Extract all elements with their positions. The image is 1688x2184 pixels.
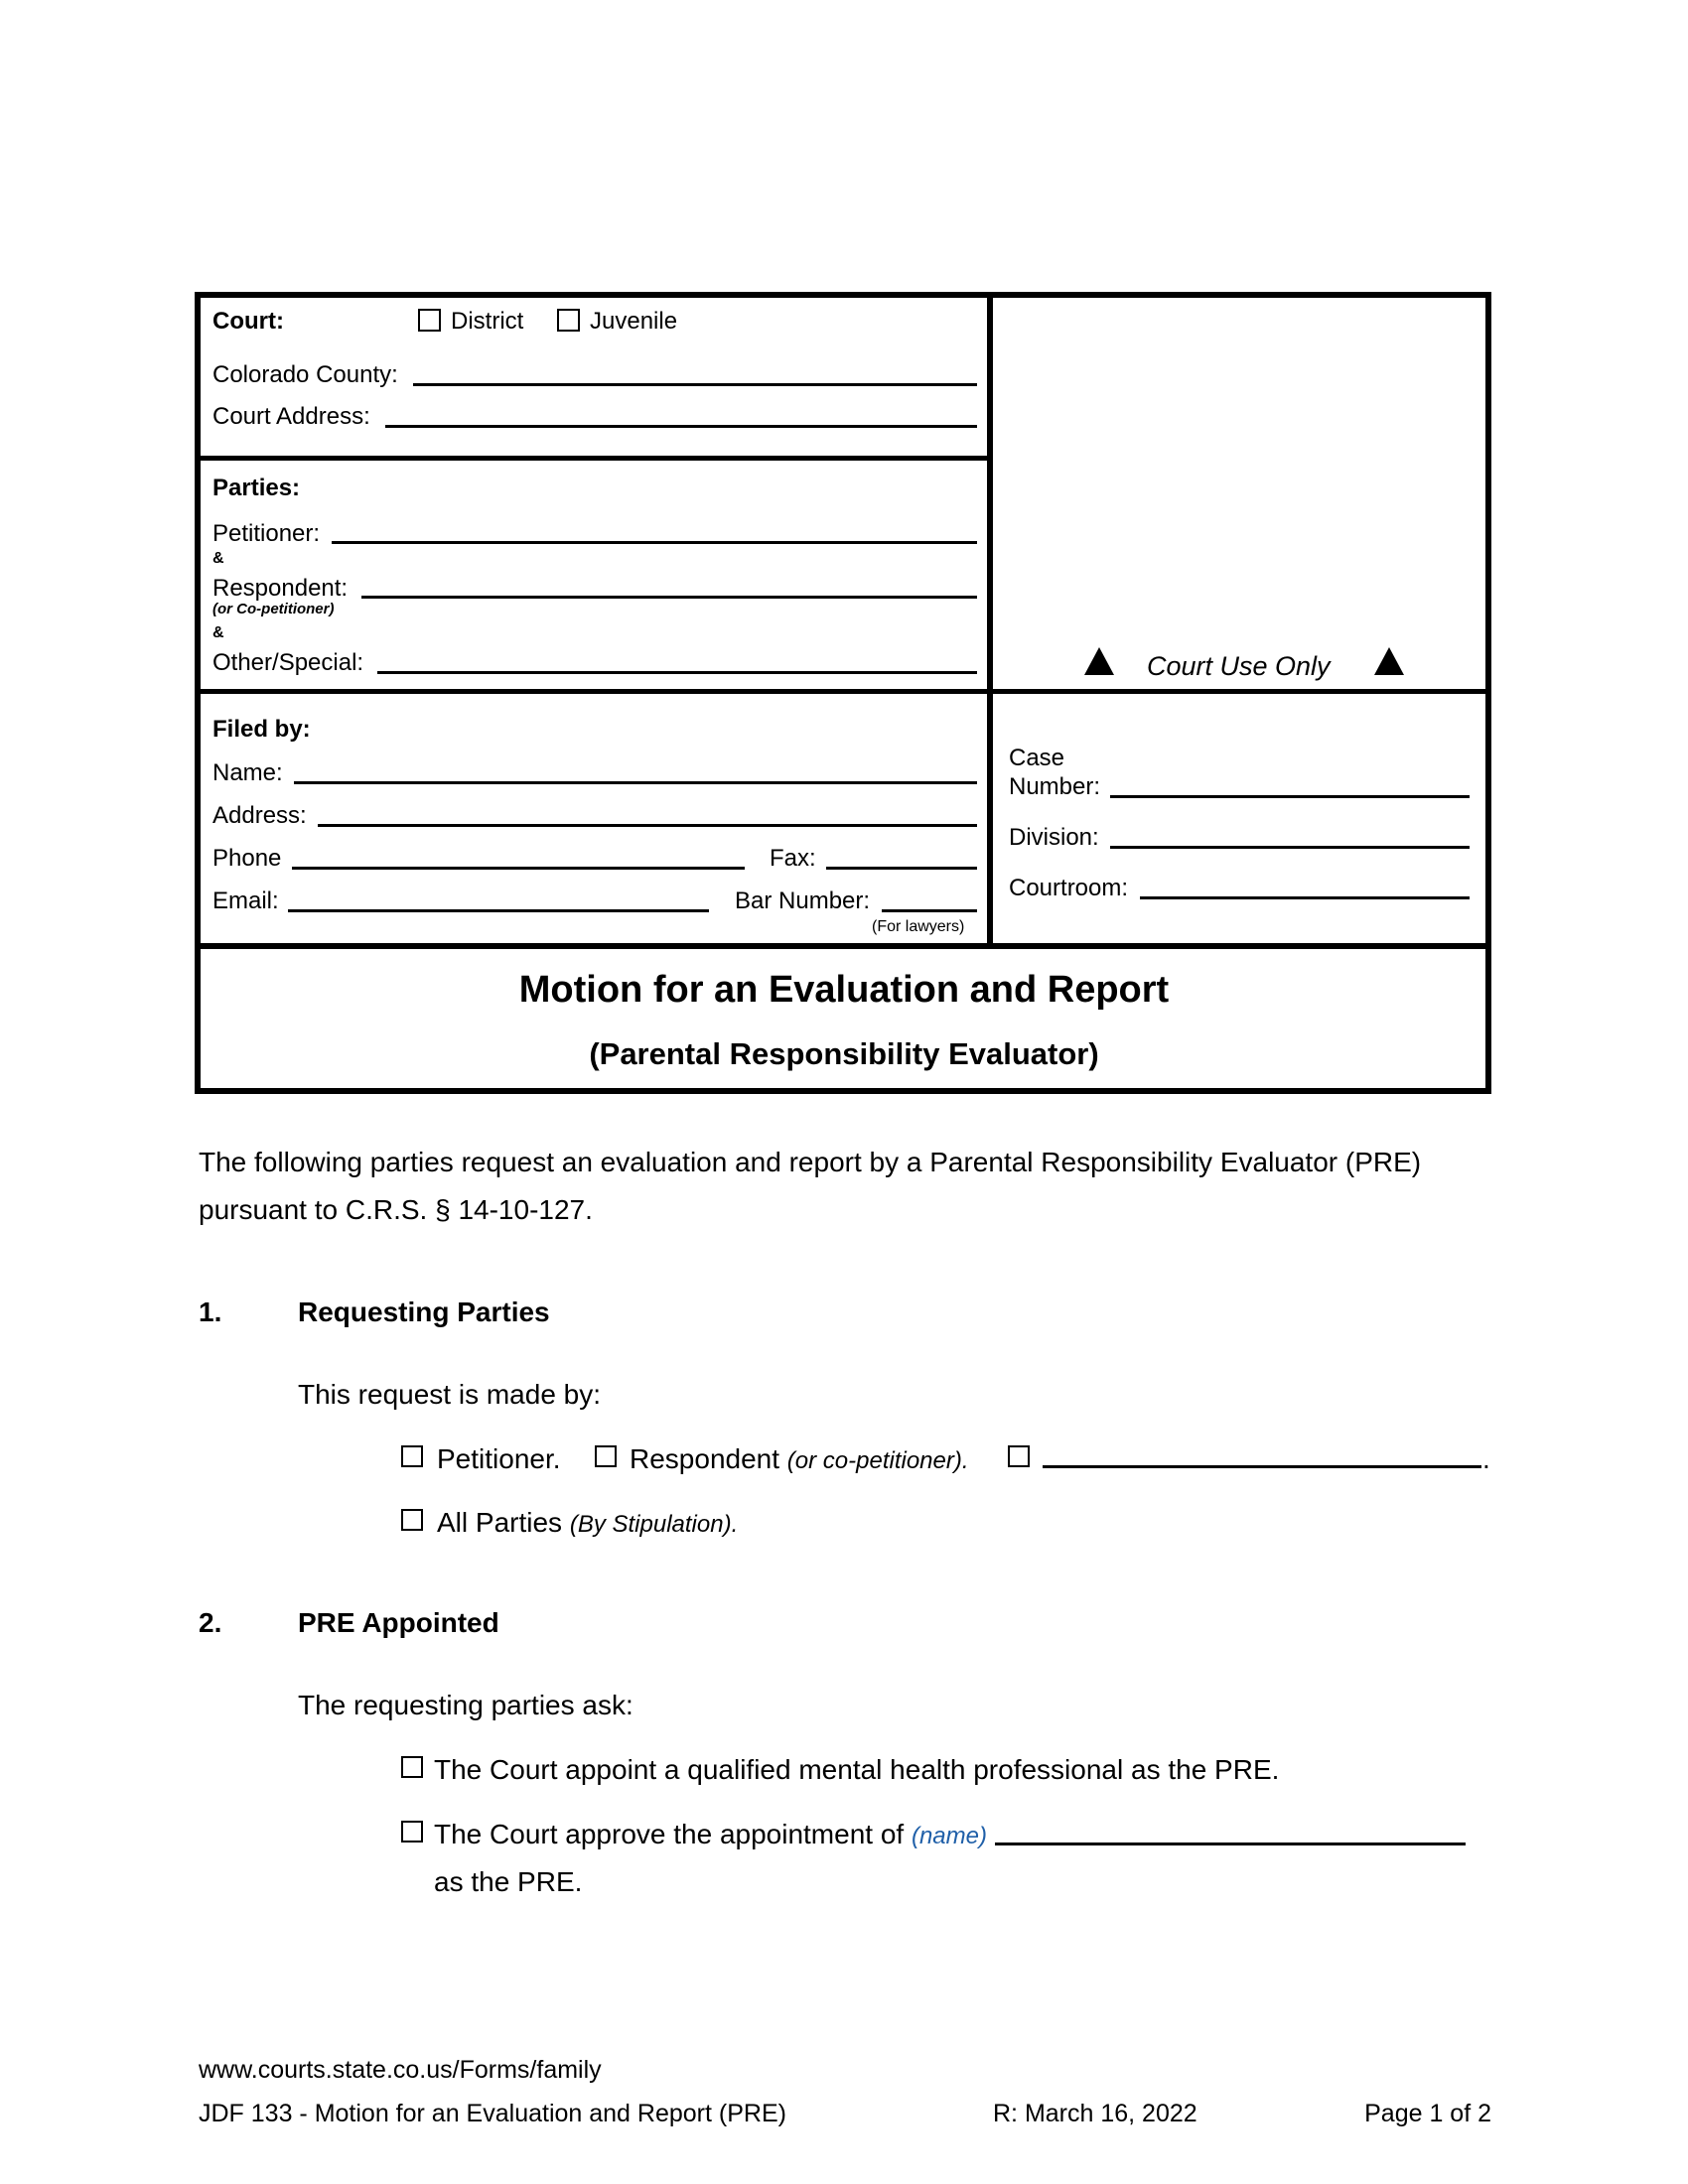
bar-number-note: (For lawyers) — [872, 918, 965, 935]
all-parties-note: (By Stipulation). — [569, 1511, 739, 1538]
petitioner-option-label: Petitioner. — [437, 1443, 561, 1474]
respondent-field[interactable] — [361, 596, 977, 599]
caption-divider-title — [197, 943, 1489, 949]
all-parties-text: All Parties — [437, 1507, 563, 1538]
section-1-lead: This request is made by: — [298, 1379, 602, 1410]
juvenile-label: Juvenile — [590, 308, 678, 335]
caption-column-divider — [987, 294, 993, 946]
court-use-arrow-left-icon — [1084, 647, 1114, 675]
all-parties-checkbox[interactable] — [401, 1509, 423, 1531]
section-1-number: 1. — [199, 1297, 222, 1327]
form-subtitle: (Parental Responsibility Evaluator) — [589, 1036, 1099, 1071]
case-label: Case — [1009, 745, 1065, 771]
filer-name-label: Name: — [212, 759, 283, 786]
caption-divider-court-parties — [197, 456, 990, 461]
approve-appointment-text: The Court approve the appointment of — [434, 1819, 905, 1849]
approve-appointment-end: as the PRE. — [434, 1866, 583, 1897]
respondent-note: (or Co-petitioner) — [212, 601, 335, 617]
filer-email-field[interactable] — [288, 909, 709, 912]
petitioner-checkbox[interactable] — [401, 1445, 423, 1467]
courtroom-label: Courtroom: — [1009, 875, 1129, 901]
other-special-label: Other/Special: — [212, 649, 364, 676]
approve-appointment-checkbox[interactable] — [401, 1821, 423, 1843]
respondent-option-note: (or co-petitioner). — [786, 1447, 969, 1474]
division-field[interactable] — [1110, 846, 1470, 849]
evaluator-name-field[interactable] — [995, 1843, 1466, 1845]
filer-address-field[interactable] — [318, 824, 977, 827]
bar-number-label: Bar Number: — [735, 887, 871, 914]
colorado-county-label: Colorado County: — [212, 361, 398, 388]
form-title: Motion for an Evaluation and Report — [518, 969, 1170, 1011]
ampersand-1: & — [212, 550, 224, 567]
caption-divider-parties-filed — [197, 689, 1489, 694]
juvenile-checkbox[interactable] — [557, 309, 580, 332]
other-special-field[interactable] — [377, 671, 977, 674]
court-use-arrow-right-icon — [1374, 647, 1404, 675]
petitioner-label: Petitioner: — [212, 520, 321, 547]
section-2-number: 2. — [199, 1607, 222, 1638]
other-party-period: . — [1482, 1443, 1490, 1474]
footer-url: www.courts.state.co.us/Forms/family — [199, 2056, 602, 2084]
approve-appointment-label — [434, 1821, 987, 1848]
district-checkbox[interactable] — [418, 309, 441, 332]
bar-number-field[interactable] — [882, 909, 977, 912]
respondent-checkbox[interactable] — [595, 1445, 617, 1467]
intro-line-1: The following parties request an evaluation and report by a Parental Responsibility Evaluator (PRE) — [199, 1147, 1422, 1177]
section-2-lead: The requesting parties ask: — [298, 1690, 633, 1720]
ampersand-2: & — [212, 624, 224, 641]
appoint-qualified-label: The Court appoint a qualified mental health professional as the PRE. — [434, 1754, 1280, 1785]
petitioner-field[interactable] — [332, 541, 977, 544]
district-label: District — [451, 308, 524, 335]
filer-fax-field[interactable] — [826, 867, 977, 870]
all-parties-label — [437, 1509, 738, 1537]
court-address-label: Court Address: — [212, 403, 370, 430]
filer-email-label: Email: — [212, 887, 279, 914]
respondent-label: Respondent: — [212, 575, 349, 602]
case-number-field[interactable] — [1110, 795, 1470, 798]
respondent-option-label — [630, 1445, 969, 1473]
division-label: Division: — [1009, 824, 1099, 851]
other-party-field[interactable] — [1043, 1465, 1481, 1468]
footer-form-id: JDF 133 - Motion for an Evaluation and Report (PRE) — [199, 2100, 786, 2127]
respondent-option-text: Respondent — [630, 1443, 780, 1474]
court-label: Court: — [212, 308, 284, 335]
footer-page-number: Page 1 of 2 — [1364, 2100, 1491, 2127]
court-use-only-label: Court Use Only — [1147, 651, 1331, 681]
filer-fax-label: Fax: — [770, 845, 816, 872]
intro-line-2: pursuant to C.R.S. § 14-10-127. — [199, 1194, 593, 1225]
filer-phone-label: Phone — [212, 845, 282, 872]
section-2-heading: PRE Appointed — [298, 1607, 499, 1638]
court-address-field[interactable] — [385, 425, 977, 428]
filed-by-heading: Filed by: — [212, 716, 311, 743]
filer-address-label: Address: — [212, 802, 307, 829]
courtroom-field[interactable] — [1140, 896, 1470, 899]
other-party-checkbox[interactable] — [1008, 1445, 1030, 1467]
filer-phone-field[interactable] — [292, 867, 745, 870]
colorado-county-field[interactable] — [413, 383, 977, 386]
case-number-label: Number: — [1009, 773, 1101, 800]
footer-revision: R: March 16, 2022 — [993, 2100, 1197, 2127]
section-1-heading: Requesting Parties — [298, 1297, 550, 1327]
evaluator-name-hint: (name) — [911, 1823, 987, 1849]
parties-heading: Parties: — [212, 475, 301, 501]
filer-name-field[interactable] — [294, 781, 977, 784]
appoint-qualified-checkbox[interactable] — [401, 1756, 423, 1778]
